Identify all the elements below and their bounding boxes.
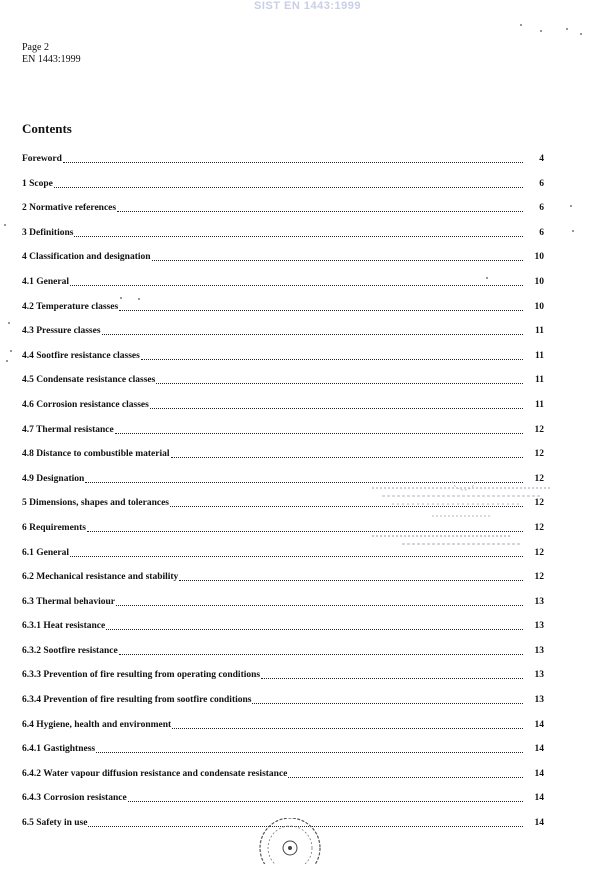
toc-entry <box>22 424 544 449</box>
toc-entry <box>22 768 544 793</box>
dot-leader <box>54 178 523 188</box>
toc-entry-label: 2 Normative references <box>22 203 117 214</box>
toc-entry-label: 1 Scope <box>22 178 53 189</box>
dot-leader <box>172 719 523 729</box>
faded-stamp-graphic <box>372 480 562 550</box>
dot-leader <box>119 645 523 655</box>
toc-entry-page: 13 <box>534 621 544 632</box>
toc-entry-page: 14 <box>534 768 544 779</box>
toc-entry <box>22 350 544 375</box>
toc-entry <box>22 547 544 572</box>
toc-entry-page: 12 <box>534 522 544 533</box>
dot-leader <box>288 768 523 778</box>
dot-leader <box>117 202 523 212</box>
toc-entry-page: 13 <box>534 645 544 656</box>
toc-entry <box>22 251 544 276</box>
toc-entry-label: 6.3.3 Prevention of fire resulting from operating conditions <box>22 670 261 681</box>
toc-entry-page: 12 <box>534 449 544 460</box>
toc-entry-label: 4.1 General <box>22 276 69 287</box>
toc-entry-page: 10 <box>534 252 544 263</box>
dot-leader <box>96 743 523 753</box>
toc-entry-page: 13 <box>534 695 544 706</box>
toc-entry <box>22 153 544 178</box>
dot-leader <box>63 153 523 163</box>
toc-entry-page: 14 <box>534 818 544 829</box>
toc-entry-page: 12 <box>534 498 544 509</box>
toc-entry <box>22 374 544 399</box>
toc-entry-page: 4 <box>539 154 544 164</box>
toc-entry <box>22 448 544 473</box>
toc-entry <box>22 743 544 768</box>
toc-entry-page: 12 <box>534 572 544 583</box>
toc-entry <box>22 276 544 301</box>
toc-entry-label: 4.3 Pressure classes <box>22 326 101 337</box>
toc-entry-label: 6.4.1 Gastightness <box>22 744 96 755</box>
toc-entry <box>22 719 544 744</box>
toc-entry-page: 11 <box>535 350 544 361</box>
dot-leader <box>115 424 523 434</box>
toc-entry <box>22 669 544 694</box>
toc-entry-label: 3 Definitions <box>22 227 74 238</box>
dot-leader <box>150 399 523 409</box>
toc-entry <box>22 202 544 227</box>
toc-entry-label: 6.1 General <box>22 547 69 558</box>
toc-entry <box>22 227 544 252</box>
dot-leader <box>156 374 523 384</box>
toc-entry-label: 4.6 Corrosion resistance classes <box>22 399 149 410</box>
dot-leader <box>252 694 523 704</box>
toc-entry-page: 12 <box>534 473 544 484</box>
dot-leader <box>102 325 523 335</box>
toc-entry-page: 12 <box>534 547 544 558</box>
toc-entry-page: 13 <box>534 596 544 607</box>
toc-entry-page: 6 <box>539 227 544 238</box>
dot-leader <box>128 792 523 802</box>
toc-entry <box>22 694 544 719</box>
dot-leader <box>74 227 523 237</box>
toc-entry-label: 4.8 Distance to combustible material <box>22 449 170 460</box>
toc-entry-page: 14 <box>534 744 544 755</box>
toc-entry-label: 4.4 Sootfire resistance classes <box>22 350 140 361</box>
toc-entry-page: 11 <box>535 399 544 410</box>
toc-entry-page: 11 <box>535 375 544 386</box>
toc-entry-page: 13 <box>534 670 544 681</box>
toc-entry-label: Foreword <box>22 154 62 164</box>
toc-entry-label: 6.2 Mechanical resistance and stability <box>22 572 179 583</box>
toc-entry-label: 4.2 Temperature classes <box>22 301 119 312</box>
toc-entry-label: 6.3 Thermal behaviour <box>22 596 115 607</box>
toc-entry-page: 6 <box>539 203 544 214</box>
toc-entry-label: 4.7 Thermal resistance <box>22 424 114 435</box>
dot-leader <box>106 620 523 630</box>
toc-entry <box>22 620 544 645</box>
dot-leader <box>70 276 523 286</box>
toc-entry-page: 10 <box>534 276 544 287</box>
toc-entry <box>22 792 544 817</box>
toc-entry <box>22 325 544 350</box>
toc-entry-label: 6.3.1 Heat resistance <box>22 621 106 632</box>
toc-entry-label: 6.5 Safety in use <box>22 818 88 829</box>
toc-entry-label: 6.4.2 Water vapour diffusion resistance and condensate resistance <box>22 768 288 779</box>
round-seal-stamp <box>255 818 325 864</box>
toc-entry-page: 14 <box>534 719 544 730</box>
page-number: Page 2 <box>22 42 49 53</box>
watermark-text: SIST EN 1443:1999 <box>254 0 361 12</box>
toc-entry-page: 11 <box>535 326 544 337</box>
dot-leader <box>261 669 523 679</box>
toc-entry <box>22 178 544 203</box>
toc-entry-label: 4.9 Designation <box>22 473 85 484</box>
toc-entry-page: 10 <box>534 301 544 312</box>
toc-entry <box>22 399 544 424</box>
toc-entry-label: 6 Requirements <box>22 522 86 533</box>
dot-leader <box>119 301 523 311</box>
toc-entry <box>22 301 544 326</box>
toc-entry-label: 5 Dimensions, shapes and tolerances <box>22 498 169 509</box>
toc-entry-label: 4 Classification and designation <box>22 252 151 263</box>
toc-entry-page: 14 <box>534 793 544 804</box>
toc-entry-label: 6.3.4 Prevention of fire resulting from sootfire conditions <box>22 695 252 706</box>
standard-id: EN 1443:1999 <box>22 54 81 65</box>
toc-entry <box>22 571 544 596</box>
toc-entry-label: 4.5 Condensate resistance classes <box>22 375 156 386</box>
dot-leader <box>171 448 524 458</box>
toc-entry <box>22 645 544 670</box>
toc-entry-label: 6.3.2 Sootfire resistance <box>22 645 118 656</box>
toc-entry-label: 6.4.3 Corrosion resistance <box>22 793 127 804</box>
dot-leader <box>152 251 523 261</box>
dot-leader <box>141 350 523 360</box>
toc-entry-page: 6 <box>539 178 544 189</box>
toc-entry <box>22 596 544 621</box>
dot-leader <box>116 596 523 606</box>
toc-entry-page: 12 <box>534 424 544 435</box>
contents-heading: Contents <box>22 121 72 136</box>
dot-leader <box>179 571 523 581</box>
toc-entry-label: 6.4 Hygiene, health and environment <box>22 719 172 730</box>
